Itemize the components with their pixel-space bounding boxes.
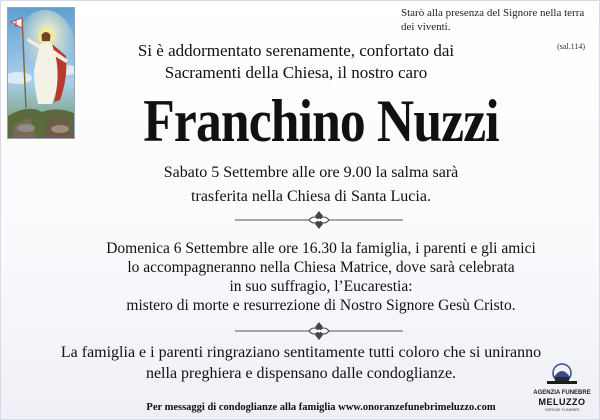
agency-logo-icon [545, 363, 579, 385]
ornament-divider-icon [235, 321, 403, 341]
funeral-line-3: in suo suffragio, l’Eucarestia: [229, 278, 413, 295]
condolence-website-note: Per messaggi di condoglianze alla famiglia www.onoranzefunebrimeluzzo.com [146, 402, 496, 413]
transfer-line-2: trasferita nella Chiesa di Santa Lucia. [191, 188, 431, 205]
ornament-divider [235, 321, 403, 341]
funeral-line-1: Domenica 6 Settembre alle ore 16.30 la famiglia, i parenti e gli amici [106, 240, 536, 257]
transfer-line-1: Sabato 5 Settembre alle ore 9.00 la salma sarà [163, 164, 459, 181]
risen-christ-illustration [8, 8, 75, 139]
psalm-quote [401, 6, 591, 51]
deceased-name: Franchino Nuzzi [143, 88, 499, 154]
thanks-line-2: nella preghiera e dispensano dalle condoglianze. [145, 365, 457, 382]
agency-logo [531, 363, 593, 413]
psalm-quote-text: Starò alla presenza del Signore nella terra dei viventi. [401, 7, 585, 33]
funeral-announcement [41, 239, 600, 315]
agency-logo-line-1: AGENZIA FUNEBRE [533, 390, 591, 396]
ornament-divider [235, 210, 403, 230]
funeral-line-2: lo accompagneranno nella Chiesa Matrice, dove sarà celebrata [127, 259, 515, 276]
thanks-message [31, 342, 571, 384]
intro-text [101, 40, 491, 84]
intro-line-1: Si è addormentato serenamente, confortato dai [137, 41, 455, 60]
ornament-divider-icon [235, 210, 403, 230]
psalm-reference: (sal.114) [557, 42, 585, 51]
risen-christ-image [7, 7, 75, 139]
funeral-line-4: mistero di morte e resurrezione di Nostro Signore Gesù Cristo. [126, 297, 516, 314]
intro-line-2: Sacramenti della Chiesa, il nostro caro [164, 63, 428, 82]
agency-logo-tagline: SERVIZI FUNEBRI [544, 407, 580, 412]
thanks-line-1: La famiglia e i parenti ringraziano sentitamente tutti coloro che si uniranno [60, 344, 542, 361]
transfer-announcement [101, 161, 521, 209]
agency-logo-brand: MELUZZO [538, 397, 586, 407]
